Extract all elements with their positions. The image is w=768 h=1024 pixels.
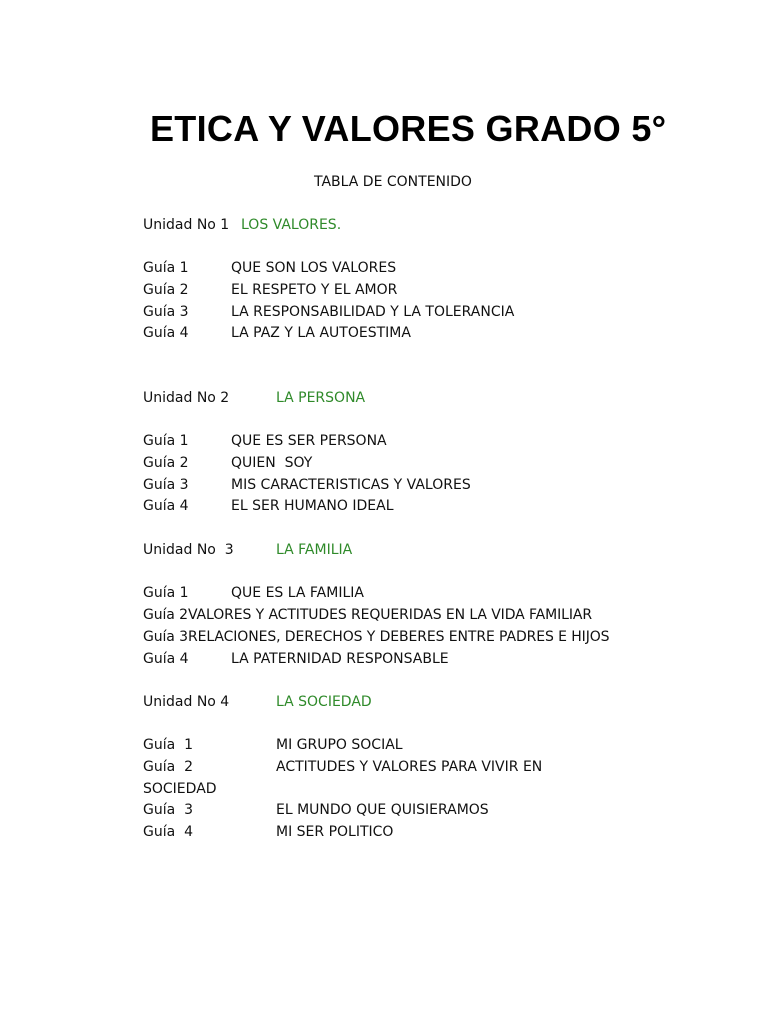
guide-title: VALORES Y ACTITUDES REQUERIDAS EN LA VIDA FAMILIAR (187, 607, 592, 623)
guide-title: LA PAZ Y LA AUTOESTIMA (231, 325, 411, 341)
guide-label: Guía 2 (143, 455, 189, 471)
guide-label: Guía 4 (143, 651, 189, 667)
unit-name: LOS VALORES. (241, 217, 342, 233)
toc-heading: TABLA DE CONTENIDO (314, 174, 472, 190)
guide-label: Guía 3 (143, 304, 189, 320)
unit-label: Unidad No 1 (143, 217, 230, 233)
guide-title: LA RESPONSABILIDAD Y LA TOLERANCIA (231, 304, 515, 320)
guide-label: Guía 3 (143, 802, 193, 818)
guide-title: LA PATERNIDAD RESPONSABLE (231, 651, 449, 667)
guide-title: MI GRUPO SOCIAL (276, 737, 403, 753)
guide-label: Guía 4 (143, 325, 189, 341)
guide-title: MI SER POLITICO (276, 824, 394, 840)
guide-title: EL SER HUMANO IDEAL (231, 498, 394, 514)
guide-title-continuation: SOCIEDAD (143, 781, 217, 797)
guide-title: EL MUNDO QUE QUISIERAMOS (276, 802, 489, 818)
unit-name: LA PERSONA (276, 390, 366, 406)
guide-label: Guía 2 (143, 607, 188, 623)
guide-title: EL RESPETO Y EL AMOR (231, 282, 398, 298)
guide-title: MIS CARACTERISTICAS Y VALORES (231, 477, 471, 493)
unit-name: LA FAMILIA (276, 542, 353, 558)
guide-label: Guía 1 (143, 585, 189, 601)
guide-label: Guía 4 (143, 498, 189, 514)
guide-label: Guía 1 (143, 260, 189, 276)
guide-title: QUE ES LA FAMILIA (231, 585, 364, 601)
guide-label: Guía 2 (143, 759, 193, 775)
guide-row (143, 629, 609, 645)
guide-label: Guía 2 (143, 282, 189, 298)
unit-label: Unidad No 3 (143, 542, 234, 558)
guide-title: ACTITUDES Y VALORES PARA VIVIR EN (276, 759, 543, 775)
guide-title: RELACIONES, DERECHOS Y DEBERES ENTRE PADRES E HIJOS (187, 629, 610, 645)
guide-title: QUE SON LOS VALORES (231, 260, 397, 276)
unit-name: LA SOCIEDAD (276, 694, 372, 710)
guide-label: Guía 4 (143, 824, 193, 840)
guide-title: QUE ES SER PERSONA (231, 433, 387, 449)
document-title: ETICA Y VALORES GRADO 5° (150, 108, 667, 149)
unit-label: Unidad No 2 (143, 390, 230, 406)
guide-row (143, 607, 592, 623)
guide-label: Guía 1 (143, 737, 193, 753)
guide-label: Guía 1 (143, 433, 189, 449)
guide-label: Guía 3 (143, 629, 188, 645)
unit-label: Unidad No 4 (143, 694, 230, 710)
guide-title: QUIEN SOY (231, 455, 313, 471)
guide-label: Guía 3 (143, 477, 189, 493)
